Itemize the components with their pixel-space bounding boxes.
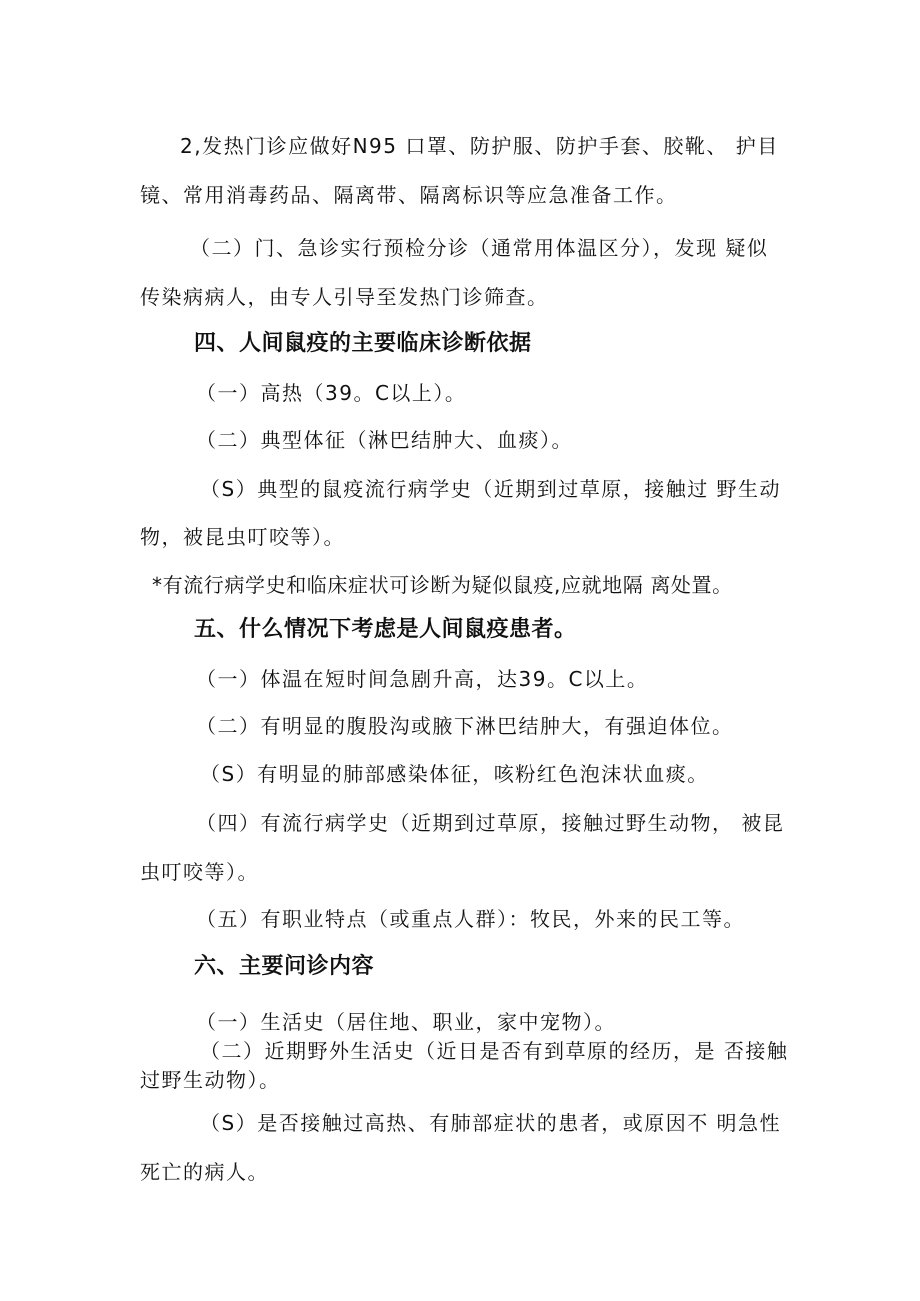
section5-item4-line2: 虫叮咬等）。 bbox=[140, 860, 259, 884]
section5-item2: （二）有明显的腹股沟或腋下淋巴结肿大，有强迫体位。 bbox=[196, 714, 734, 738]
section6-item2-line1: （二）近期野外生活史（近日是否有到草原的经历，是 否接触 bbox=[200, 1039, 789, 1063]
section4-item3-line1: （S）典型的鼠疫流行病学史（近期到过草原，接触过 野生动 bbox=[200, 477, 782, 501]
section3-sub2-line2: 传染病病人，由专人引导至发热门诊筛查。 bbox=[140, 285, 549, 309]
section3-item2-line1: 2,发热门诊应做好N95 口罩、防护服、防护手套、胶靴、 护目 bbox=[180, 134, 779, 158]
section3-sub2-line1: （二）门、急诊实行预检分诊（通常用体温区分），发现 疑似 bbox=[190, 236, 769, 260]
section6-heading: 六、主要问诊内容 bbox=[194, 954, 375, 979]
section6-item3-line1: （S）是否接触过高热、有肺部症状的患者，或原因不 明急性 bbox=[200, 1111, 782, 1135]
section4-note: *有流行病学史和临床症状可诊断为疑似鼠疫,应就地隔 离处置。 bbox=[152, 573, 733, 597]
section4-heading: 四、人间鼠疫的主要临床诊断依据 bbox=[194, 331, 532, 356]
section4-item2: （二）典型体征（淋巴结肿大、血痰）。 bbox=[196, 428, 573, 452]
section5-item1: （一）体温在短时间急剧升高，达39。C以上。 bbox=[196, 667, 649, 691]
section5-item4-line1: （四）有流行病学史（近期到过草原，接触过野生动物， 被昆 bbox=[196, 811, 785, 835]
section5-heading: 五、什么情况下考虑是人间鼠疫患者。 bbox=[194, 617, 577, 642]
section3-item2-line2: 镜、常用消毒药品、隔离带、隔离标识等应急准备工作。 bbox=[140, 183, 678, 207]
section4-item1: （一）高热（39。C以上）。 bbox=[196, 381, 467, 405]
section6-item1: （一）生活史（居住地、职业，家中宠物）。 bbox=[196, 1010, 616, 1034]
section5-item5: （五）有职业特点（或重点人群）：牧民，外来的民工等。 bbox=[196, 907, 745, 931]
section6-item2-line2: 过野生动物）。 bbox=[140, 1068, 281, 1092]
section5-item3: （S）有明显的肺部感染体征，咳粉红色泡沫状血痰。 bbox=[200, 762, 709, 786]
section4-item3-line2: 物，被昆虫叮咬等）。 bbox=[140, 525, 345, 549]
section6-item3-line2: 死亡的病人。 bbox=[140, 1160, 269, 1184]
